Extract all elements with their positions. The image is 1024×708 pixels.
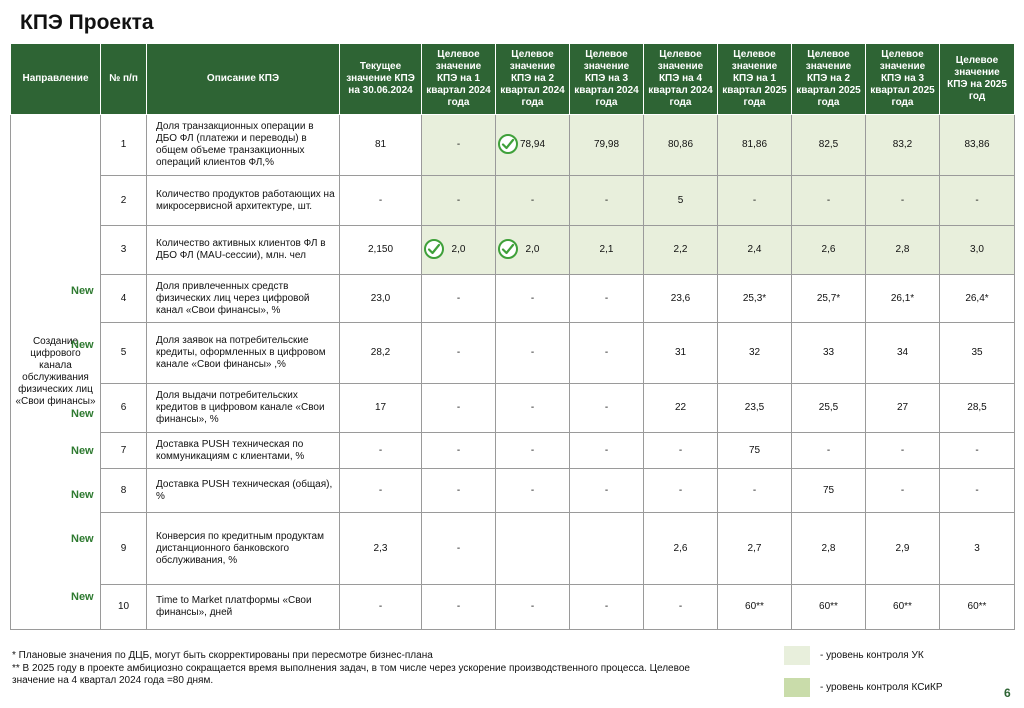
row-number xyxy=(71,585,147,630)
row-number-value: 8 xyxy=(120,484,127,496)
target-q2-2024: - xyxy=(496,585,570,630)
target-q3-2024: - xyxy=(570,433,644,469)
header-description: Описание КПЭ xyxy=(147,44,340,115)
target-2025: 3 xyxy=(940,513,1015,585)
target-q2-2025: 82,5 xyxy=(792,115,866,176)
header-q1-2024: Целевое значение КПЭ на 1 квартал 2024 года xyxy=(422,44,496,115)
table-row xyxy=(11,323,1015,384)
target-q2-2024: - xyxy=(496,176,570,226)
table-row xyxy=(11,275,1015,323)
target-q2-2024: - xyxy=(496,384,570,433)
current-value: 28,2 xyxy=(340,323,422,384)
header-row xyxy=(11,44,1015,115)
current-value: - xyxy=(340,433,422,469)
target-q1-2024: - xyxy=(422,323,496,384)
target-q4-2024: - xyxy=(644,469,718,513)
target-q1-2024 xyxy=(422,226,496,275)
kpi-description: Количество активных клиентов ФЛ в ДБО ФЛ (MAU-сессии), млн. чел xyxy=(147,226,340,275)
target-2025: 35 xyxy=(940,323,1015,384)
target-q1-2025: - xyxy=(718,469,792,513)
kpi-table xyxy=(10,43,1015,630)
table-row xyxy=(11,226,1015,275)
target-q1-2024: - xyxy=(422,275,496,323)
target-q2-2024: - xyxy=(496,323,570,384)
legend-swatch-uk xyxy=(784,646,810,665)
target-q3-2025: 60** xyxy=(866,585,940,630)
target-q3-2025: - xyxy=(866,469,940,513)
target-q1-2025: 32 xyxy=(718,323,792,384)
new-badge: New xyxy=(71,444,94,457)
target-q1-2025: 25,3* xyxy=(718,275,792,323)
kpi-description: Доля привлеченных средств физических лиц через цифровой канал «Свои финансы», % xyxy=(147,275,340,323)
target-q3-2025: 27 xyxy=(866,384,940,433)
new-badge: New xyxy=(71,284,94,297)
target-q2-2025: 25,5 xyxy=(792,384,866,433)
row-number xyxy=(71,384,147,433)
kpi-description: Доля транзакционных операции в ДБО ФЛ (платежи и переводы) в общем объеме транзакционных операций клиентов ФЛ,% xyxy=(147,115,340,176)
target-q2-2025: - xyxy=(792,433,866,469)
new-badge: New xyxy=(71,488,94,501)
header-number: № п/п xyxy=(101,44,147,115)
target-q4-2024: 22 xyxy=(644,384,718,433)
target-q2-2025: 2,8 xyxy=(792,513,866,585)
header-q3-2024: Целевое значение КПЭ на 3 квартал 2024 года xyxy=(570,44,644,115)
new-badge: New xyxy=(71,408,94,420)
row-number-value: 10 xyxy=(117,601,130,612)
target-q1-2024: - xyxy=(422,469,496,513)
target-q3-2025: 2,9 xyxy=(866,513,940,585)
target-2025: 26,4* xyxy=(940,275,1015,323)
target-q3-2025: - xyxy=(866,176,940,226)
target-q1-2025: 23,5 xyxy=(718,384,792,433)
table-row xyxy=(11,433,1015,469)
target-q3-2025: 2,8 xyxy=(866,226,940,275)
target-2025: 83,86 xyxy=(940,115,1015,176)
legend-label-uk: - уровень контроля УК xyxy=(820,650,924,661)
kpi-description: Доставка PUSH техническая (общая), % xyxy=(147,469,340,513)
target-q2-2024 xyxy=(496,226,570,275)
target-q2-2025: 60** xyxy=(792,585,866,630)
row-number xyxy=(71,275,147,323)
row-number xyxy=(71,323,147,384)
target-q1-2025: 60** xyxy=(718,585,792,630)
table-row xyxy=(11,585,1015,630)
footnote-2: ** В 2025 году в проекте амбициозно сокращается время выполнения задач, в том числе через ускорение производственного процесса. Целевое значение на 4 квартал 2024 года =80 дням. xyxy=(12,663,690,686)
current-value: 81 xyxy=(340,115,422,176)
page-number: 6 xyxy=(1004,686,1011,700)
target-q1-2024: - xyxy=(422,433,496,469)
target-q2-2025: 75 xyxy=(792,469,866,513)
cell-value: 2,0 xyxy=(525,244,540,255)
target-2025: - xyxy=(940,176,1015,226)
target-q1-2024: - xyxy=(422,176,496,226)
target-q2-2025: 25,7* xyxy=(792,275,866,323)
row-number xyxy=(71,469,147,513)
direction-cell: Создание цифрового канала обслуживания физических лиц «Свои финансы» xyxy=(11,115,101,630)
target-q3-2024: 79,98 xyxy=(570,115,644,176)
target-q2-2024: - xyxy=(496,433,570,469)
target-q3-2024 xyxy=(570,513,644,585)
target-q4-2024: 5 xyxy=(644,176,718,226)
row-number-value: 7 xyxy=(120,444,127,456)
kpi-description: Доля заявок на потребительские кредиты, оформленных в цифровом канале «Свои финансы» ,% xyxy=(147,323,340,384)
target-q4-2024: 31 xyxy=(644,323,718,384)
target-q4-2024: 2,2 xyxy=(644,226,718,275)
row-number: 3 xyxy=(101,226,147,275)
row-number xyxy=(71,513,147,585)
header-q4-2024: Целевое значение КПЭ на 4 квартал 2024 года xyxy=(644,44,718,115)
new-badge: New xyxy=(71,532,94,545)
target-2025: 28,5 xyxy=(940,384,1015,433)
target-q4-2024: - xyxy=(644,433,718,469)
table-row xyxy=(11,384,1015,433)
row-number-value: 4 xyxy=(120,292,127,304)
target-q1-2025: - xyxy=(718,176,792,226)
current-value: - xyxy=(340,585,422,630)
header-direction: Направление xyxy=(11,44,101,115)
checkmark-icon xyxy=(424,239,444,259)
target-q3-2025: - xyxy=(866,433,940,469)
target-q3-2024: - xyxy=(570,469,644,513)
current-value: 2,3 xyxy=(340,513,422,585)
target-2025: 60** xyxy=(940,585,1015,630)
target-q1-2025: 75 xyxy=(718,433,792,469)
table-row xyxy=(11,176,1015,226)
target-q2-2024: - xyxy=(496,469,570,513)
current-value: 17 xyxy=(340,384,422,433)
target-2025: - xyxy=(940,433,1015,469)
target-q2-2025: - xyxy=(792,176,866,226)
target-q2-2024: - xyxy=(496,275,570,323)
target-2025: - xyxy=(940,469,1015,513)
header-2025: Целевое значение КПЭ на 2025 год xyxy=(940,44,1015,115)
row-number: 1 xyxy=(101,115,147,176)
target-q1-2025: 81,86 xyxy=(718,115,792,176)
target-q4-2024: 80,86 xyxy=(644,115,718,176)
target-q3-2024: - xyxy=(570,384,644,433)
target-q1-2025: 2,7 xyxy=(718,513,792,585)
table-row xyxy=(11,469,1015,513)
target-q3-2024: - xyxy=(570,585,644,630)
target-q3-2024: - xyxy=(570,176,644,226)
target-q4-2024: 23,6 xyxy=(644,275,718,323)
row-number-value: 5 xyxy=(120,347,127,358)
target-q1-2024: - xyxy=(422,384,496,433)
target-q4-2024: - xyxy=(644,585,718,630)
table-row xyxy=(11,513,1015,585)
target-q1-2024: - xyxy=(422,115,496,176)
target-2025: 3,0 xyxy=(940,226,1015,275)
kpi-description: Конверсия по кредитным продуктам дистанционного банковского обслуживания, % xyxy=(147,513,340,585)
checkmark-icon xyxy=(498,134,518,154)
target-q2-2025: 2,6 xyxy=(792,226,866,275)
target-q3-2024: - xyxy=(570,275,644,323)
target-q3-2024: 2,1 xyxy=(570,226,644,275)
target-q2-2024 xyxy=(496,513,570,585)
kpi-description: Количество продуктов работающих на микросервисной архитектуре, шт. xyxy=(147,176,340,226)
header-q2-2025: Целевое значение КПЭ на 2 квартал 2025 года xyxy=(792,44,866,115)
new-badge: New xyxy=(71,339,94,351)
current-value: 2,150 xyxy=(340,226,422,275)
footnote-1: * Плановые значения по ДЦБ, могут быть скорректированы при пересмотре бизнес-плана xyxy=(12,650,433,661)
target-q1-2024: - xyxy=(422,585,496,630)
target-q3-2024: - xyxy=(570,323,644,384)
target-q1-2025: 2,4 xyxy=(718,226,792,275)
checkmark-icon xyxy=(498,239,518,259)
target-q1-2024: - xyxy=(422,513,496,585)
row-number xyxy=(71,433,147,469)
legend-swatch-ksikr xyxy=(784,678,810,697)
target-q4-2024: 2,6 xyxy=(644,513,718,585)
page-title: КПЭ Проекта xyxy=(20,11,154,34)
new-badge: New xyxy=(71,591,94,603)
current-value: - xyxy=(340,469,422,513)
kpi-description: Time to Market платформы «Свои финансы», дней xyxy=(147,585,340,630)
row-number-value: 6 xyxy=(120,402,127,413)
row-number: 2 xyxy=(101,176,147,226)
cell-value: 2,0 xyxy=(451,244,466,255)
target-q3-2025: 34 xyxy=(866,323,940,384)
header-current: Текущее значение КПЭ на 30.06.2024 xyxy=(340,44,422,115)
current-value: - xyxy=(340,176,422,226)
header-q2-2024: Целевое значение КПЭ на 2 квартал 2024 года xyxy=(496,44,570,115)
legend-label-ksikr: - уровень контроля КСиКР xyxy=(820,682,943,693)
row-number-value: 9 xyxy=(120,542,127,554)
kpi-description: Доля выдачи потребительских кредитов в цифровом канале «Свои финансы», % xyxy=(147,384,340,433)
kpi-description: Доставка PUSH техническая по коммуникациям с клиентами, % xyxy=(147,433,340,469)
header-q3-2025: Целевое значение КПЭ на 3 квартал 2025 года xyxy=(866,44,940,115)
target-q3-2025: 83,2 xyxy=(866,115,940,176)
target-q3-2025: 26,1* xyxy=(866,275,940,323)
cell-value: 78,94 xyxy=(519,139,546,150)
table-row xyxy=(11,115,1015,176)
current-value: 23,0 xyxy=(340,275,422,323)
target-q2-2025: 33 xyxy=(792,323,866,384)
header-q1-2025: Целевое значение КПЭ на 1 квартал 2025 года xyxy=(718,44,792,115)
target-q2-2024 xyxy=(496,115,570,176)
